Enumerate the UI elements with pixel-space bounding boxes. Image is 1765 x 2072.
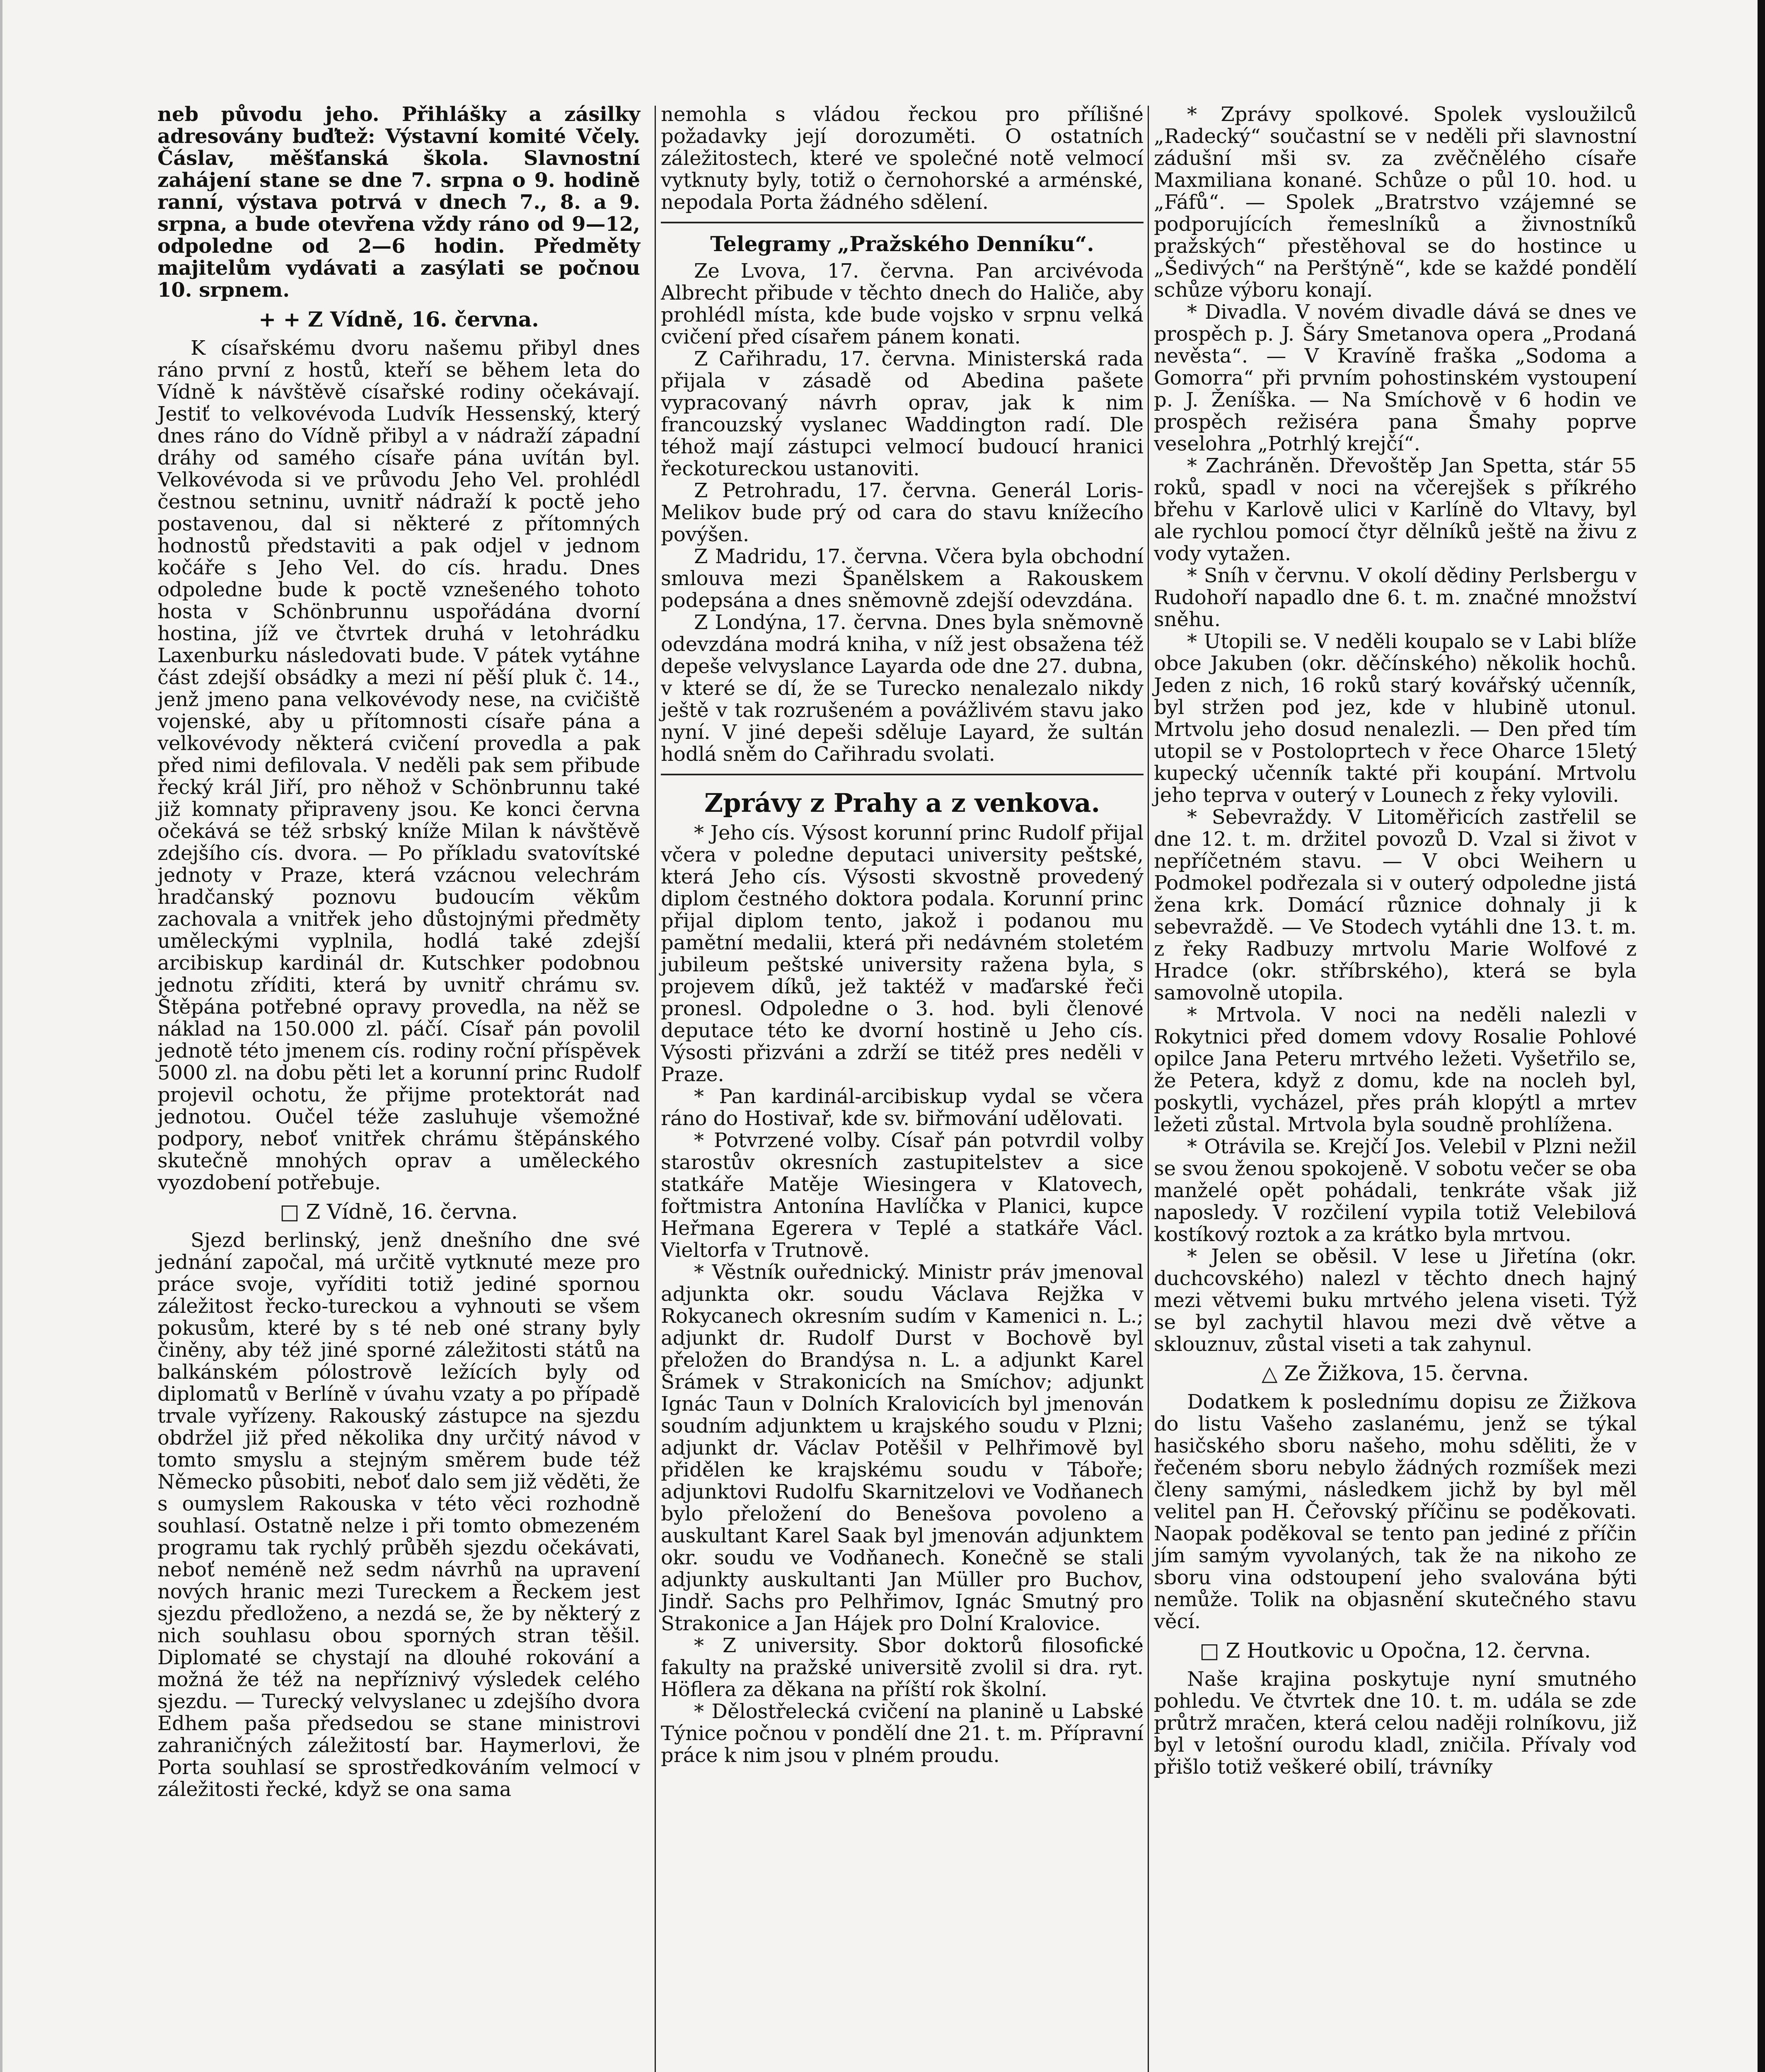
section-separator xyxy=(661,222,1144,223)
news-elections: * Potvrzené volby. Císař pán potvrdil volby starostův okresních zastupitelstev a sice statkáře Matěje Wiesingera v Klatovech, fořtmistra Antonína Havlíčka v Planici, kupce Heřmana Egerera v Teplé a statkáře Václ. Vieltorfa v Trutnově. xyxy=(661,1129,1144,1262)
letter-zizkov: Dodatkem k poslednímu dopisu ze Žižkova do listu Vašeho zaslanému, jenž se týkal hasičského sboru našeho, mohu sděliti, že v řečeném sboru nebylo žádných rozmíšek mezi členy samými, následkem jichž by byl měl velitel pan H. Čeřovský příčinu se poděkovati. Naopak poděkoval se tento pan jediné z příčin jím samým vyvolaných, tak že na nikoho ze sboru vina odstoupení jeho svalována býti nemůže. Tolik na objasnění skutečného stavu věcí. xyxy=(1154,1390,1637,1633)
news-deer: * Jelen se oběsil. V lese u Jiřetína (okr. duchcovského) nalezl v těchto dnech hajný mezi větvemi buku mrtvého jelena viseti. Týž se byl zachytil hlavou mezi dvě větve a sklouznuv, zůstal viseti a tak zahynul. xyxy=(1154,1245,1637,1356)
scan-edge-right xyxy=(1758,0,1765,2072)
news-cardinal: * Pan kardinál-arcibiskup vydal se včera ráno do Hostivař, kde sv. biřmování udělovati. xyxy=(661,1085,1144,1130)
scan-edge-left xyxy=(0,0,2,2072)
dateline-zizkov: △ Ze Žižkova, 15. června. xyxy=(1262,1361,1529,1385)
column-rule-1 xyxy=(655,106,656,2072)
letter-houtkovice: Naše krajina poskytuje nyní smutného pohledu. Ve čtvrtek dne 10. t. m. udála se zde průtrž mračen, která celou naději rolníkovu, již byl v letošní ourodu kladl, zničila. Přívaly vod přišlo totiž veškeré obilí, trávníky xyxy=(1154,1668,1637,1779)
news-theatres: * Divadla. V novém divadle dává se dnes ve prospěch p. J. Šáry Smetanova opera „Prodaná nevěsta“. — V Kravíně fraška „Sodoma a Gomorra“ při prvním pohostinském vystoupení p. J. Ženíška. — Na Smíchově v 6 hodin ve prospěch režiséra pana Šmahy poprve veselohra „Potrhlý krejčí“. xyxy=(1154,300,1637,455)
telegram-london: Z Londýna, 17. června. Dnes byla sněmovně odevzdána modrá kniha, v níž jest obsažena též depeše velvyslance Layarda ode dne 27. dubna, v které se dí, že se Turecko nenalezalo nikdy ještě v tak rozrušeném a povážlivém stavu jako nyní. V jiné depeši sděluje Layard, že sultán hodlá sněm do Cařihradu svolati. xyxy=(661,611,1144,766)
dateline-houtkovice: □ Z Houtkovic u Opočna, 12. června. xyxy=(1199,1639,1591,1663)
telegram-petrohrad: Z Petrohradu, 17. června. Generál Loris-Melikov bude prý od cara do stavu knížecího povýšen. xyxy=(661,479,1144,546)
news-drowned: * Utopili se. V neděli koupalo se v Labi blíže obce Jakuben (okr. děčínského) několik hochů. Jeden z nich, 16 roků starý kovářský učenník, byl stržen pod jez, kde v hlubině utonul. Mrtvolu jeho dosud nenalezli. — Den před tím utopil se v Postoloprtech v řece Oharce 15letý kupecký učenník takté při koupání. Mrtvolu jeho teprva v outerý v Lounech z řeky vylovili. xyxy=(1154,630,1637,807)
article-vystava-text: neb původu jeho. Přihlášky a zásilky adresovány buďtež: Výstavní komité Včely. Čáslav, měšťanská škola. Slavnostní zahájení stane se dne 7. srpna o 9. hodině ranní, výstava potrvá v dnech 7., 8. a 9. srpna, a bude otevřena vždy ráno od 9—12, odpoledne od 2—6 hodin. Předměty majitelům vydávati a zasýlati se počnou 10. srpnem. xyxy=(157,103,640,302)
column-rule-2 xyxy=(1148,106,1149,2072)
heading-news: Zprávy z Prahy a z venkova. xyxy=(704,788,1100,818)
column-3 xyxy=(1154,104,1637,1778)
article-porta-note: nemohla s vládou řeckou pro přílišné požadavky její dorozuměti. O ostatních záležitostech, které ve společné notě velmocí vytknuty byly, totiž o černohorské a arménské, nepodala Porta žádného sdělení. xyxy=(661,103,1144,214)
news-crown-prince: * Jeho cís. Výsost korunní princ Rudolf přijal včera v poledne deputaci university peštské, která Jeho cís. Výsosti skvostně provedený diplom čestného doktora podala. Korunní princ přijal diplom tento, jakož i podanou mu pamětní medalii, která při nedávném stoletém jubileum peštské university ražena byla, s projevem díků, jež taktéž v maďarské řeči pronesl. Odpoledne o 3. hod. byli členové deputace této ke dvorní hostině u Jeho cís. Výsosti přizváni a zdrží se titéž pres neděli v Praze. xyxy=(661,821,1144,1086)
telegram-carihrad: Z Cařihradu, 17. června. Ministerská rada přijala v zásadě od Abedina pašete vypracovaný návrh oprav, jak k nim francouzský vyslanec Waddington radí. Dle téhož mají zástupci velmocí budoucí hranici řeckotureckou ustanoviti. xyxy=(661,347,1144,480)
news-suicides: * Sebevraždy. V Litoměřicích zastřelil se dne 12. t. m. držitel povozů D. Vzal si život v nepříčetném stavu. — V obci Weihern u Podmokel podřezala si v outerý odpoledne jistá žena krk. Domácí různice dohnaly ji k sebevraždě. — Ve Stodech vytáhli dne 13. t. m. z řeky Radbuzy mrtvolu Marie Wolfové z Hradce (okr. stříbrského), která se byla samovolně utopila. xyxy=(1154,806,1637,1005)
article-berlin-congress: Sjezd berlinský, jenž dnešního dne své jednání započal, má určitě vytknuté meze pro práce svoje, vyříditi totiž jediné spornou záležitost řecko-tureckou a vyhnouti se všem pokusům, které by s té neb oné strany byly činěny, aby též jiné sporné záležitosti států na balkánském pólostrově ležících byly od diplomatů v Berlíně v úvahu vzaty a po případě trvale vyřízeny. Rakouský zástupce na sjezdu obdržel již před několika dny určitý návod v tomto smyslu a stejným směrem bude též Německo působiti, neboť dalo sem již věděti, že s oumyslem Rakouska v této věci rozhodně souhlasí. Ostatně nelze i při tomto obmezeném programu tak rychlý průběh sjezdu očekávati, neboť neméně než sedm návrhů na upravení nových hranic mezi Tureckem a Řeckem jest sjezdu předloženo, a nezdá se, že by některý z nich souhlasu obou sporných stran těšil. Diplomaté se chystají na dlouhé rokování a možná že též na nepříznivý výsledek celého sjezdu. — Turecký velvyslanec u zdejšího dvora Edhem paša předsedou se stane ministrovi zahraničných záležitostí bar. Haymerlovi, že Porta souhlasí se sprostředkováním velmocí v záležitosti řecké, když se ona sama xyxy=(157,1229,640,1801)
news-official-bulletin: * Věstník ouřednický. Ministr práv jmenoval adjunkta okr. soudu Václava Rejžka v Rokycanech okresním sudím v Kamenici n. L.; adjunkt dr. Rudolf Durst v Bochově byl přeložen do Brandýsa n. L. a adjunkt Karel Šrámek v Strakonicích na Smíchov; adjunkt Ignác Taun v Dolních Kralovicích byl jmenován soudním adjunktem u krajského soudu v Plzni; adjunkt dr. Václav Potěšil v Pelhřimově byl přidělen ke krajskému soudu v Táboře; adjunktovi Rudolfu Skarnitzelovi ve Vodňanech bylo přeložení do Benešova povoleno a auskultant Karel Saak byl jmenován adjunktem okr. soudu ve Vodňanech. Konečně se stali adjunkty auskultanti Jan Müller pro Buchov, Jindř. Sachs pro Pelhřimov, Ignác Smutný pro Strakonice a Jan Hájek pro Dolní Kralovice. xyxy=(661,1261,1144,1635)
news-snow-june: * Sníh v červnu. V okolí dědiny Perlsbergu v Rudohoří napadlo dne 6. t. m. značné množství sněhu. xyxy=(1154,564,1637,631)
news-poisoned: * Otrávila se. Krejčí Jos. Velebil v Plzni nežil se svou ženou spokojeně. V sobotu večer se oba manželé opět pohádali, tenkráte však již naposledy. V rozčilení vypila totiž Velebilová kostíkový roztok a za krátko byla mrtvou. xyxy=(1154,1135,1637,1246)
telegram-lvov: Ze Lvova, 17. června. Pan arcivévoda Albrecht přibude v těchto dnech do Haliče, aby prohlédl místa, kde bude vojsko v srpnu velká cvičení před císařem pánem konati. xyxy=(661,259,1144,349)
news-societies: * Zprávy spolkové. Spolek vysloužilců „Radecký“ součastní se v neděli při slavnostní zádušní mši sv. za zvěčnělého císaře Maxmiliana konané. Schůze o půl 10. hod. u „Fáfů“. — Spolek „Bratrstvo vzájemné se podporujících řemeslníků a živnostníků pražských“ přestěhoval se do hostince u „Šedivých“ na Perštýně“, kde se každé pondělí schůze výboru konají. xyxy=(1154,103,1637,302)
column-1 xyxy=(157,104,640,1801)
article-vienna-court: K císařskému dvoru našemu přibyl dnes ráno první z hostů, kteří se během leta do Vídně k návštěvě císařské rodiny očekávají. Jestiť to velkovévoda Ludvík Hessenský, který dnes ráno do Vídně přibyl a v nádraží západní dráhy od samého císaře pána uvítán byl. Velkovévoda si ve průvodu Jeho Vel. prohlédl čestnou setninu, uvnitř nádraží k poctě jeho postavenou, dal si některé z přítomných hodnostů představiti a pak odjel v jednom kočáře s Jeho Vel. do cís. hradu. Dnes odpoledne bude k poctě vznešeného tohoto hosta v Schönbrunnu uspořádána dvorní hostina, jíž ve čtvrtek druhá v letohrádku Laxenburku následovati bude. V pátek vytáhne část zdejší obsádky a mezi ní pěší pluk č. 14., jenž jmeno pana velkovévody nese, na cvičiště vojenské, aby u přítomnosti císaře pána a velkovévody některá cvičení provedla a pak před nimi defilovala. V neděli pak sem přibude řecký král Jiří, pro něhož v Schönbrunnu také již komnaty připraveny jsou. Ke konci června očekává se též srbský kníže Milan k návštěvě zdejšího cís. dvora. — Po příkladu svatovítské jednoty v Praze, která vzácnou velechrám hradčanský poznovu budoucím věkům zachovala a vnitřek jeho důstojnými předměty uměleckými vyplnila, hodlá také zdejší arcibiskup kardinál dr. Kutschker podobnou jednotu zříditi, která by uvnitř chrámu sv. Štěpána potřebné opravy provedla, na něž se náklad na 150.000 zl. páčí. Císař pán povolil jednotě této jmenem cís. rodiny roční příspěvek 5000 zl. na dobu pěti let a korunní princ Rudolf projevil ochotu, že přijme protektorát nad jednotou. Oučel téže zasluhuje všemožné podpory, neboť vnitřek chrámu štěpánského skutečně mnohých oprav a uměleckého vyozdobení potřebuje. xyxy=(157,336,640,1194)
section-separator-2 xyxy=(661,774,1144,775)
news-artillery: * Dělostřelecká cvičení na planině u Labské Týnice počnou v pondělí dne 21. t. m. Přípravní práce k nim jsou v plném proudu. xyxy=(661,1700,1144,1767)
dateline-vienna-1: + + Z Vídně, 16. června. xyxy=(259,307,539,332)
news-university: * Z university. Sbor doktorů filosofické fakulty na pražské universitě zvolil si dra. ryt. Höflera za děkana na příští rok školní. xyxy=(661,1634,1144,1701)
dateline-vienna-2: □ Z Vídně, 16. června. xyxy=(280,1200,518,1224)
telegram-madrid: Z Madridu, 17. června. Včera byla obchodní smlouva mezi Španělskem a Rakouskem podepsána a dnes sněmovně zdejší odevzdána. xyxy=(661,545,1144,612)
column-2 xyxy=(661,104,1144,1767)
heading-telegrams: Telegramy „Pražského Denníku“. xyxy=(710,232,1094,256)
news-corpse: * Mrtvola. V noci na neděli nalezli v Rokytnici před domem vdovy Rosalie Pohlové opilce Jana Peteru mrtvého ležeti. Vyšetřilo se, že Petera, když z domu, kde na nocleh byl, poskytli, vycházel, přes práh klopýtl a mrtev ležeti zůstal. Mrtvola byla soudně prohlížena. xyxy=(1154,1003,1637,1136)
news-rescued: * Zachráněn. Dřevoštěp Jan Spetta, stár 55 roků, spadl v noci na včerejšek s příkrého břehu v Karlově ulici v Karlíně do Vltavy, byl ale rychlou pomocí čtyr dělníků ještě na živu z vody vytažen. xyxy=(1154,454,1637,565)
